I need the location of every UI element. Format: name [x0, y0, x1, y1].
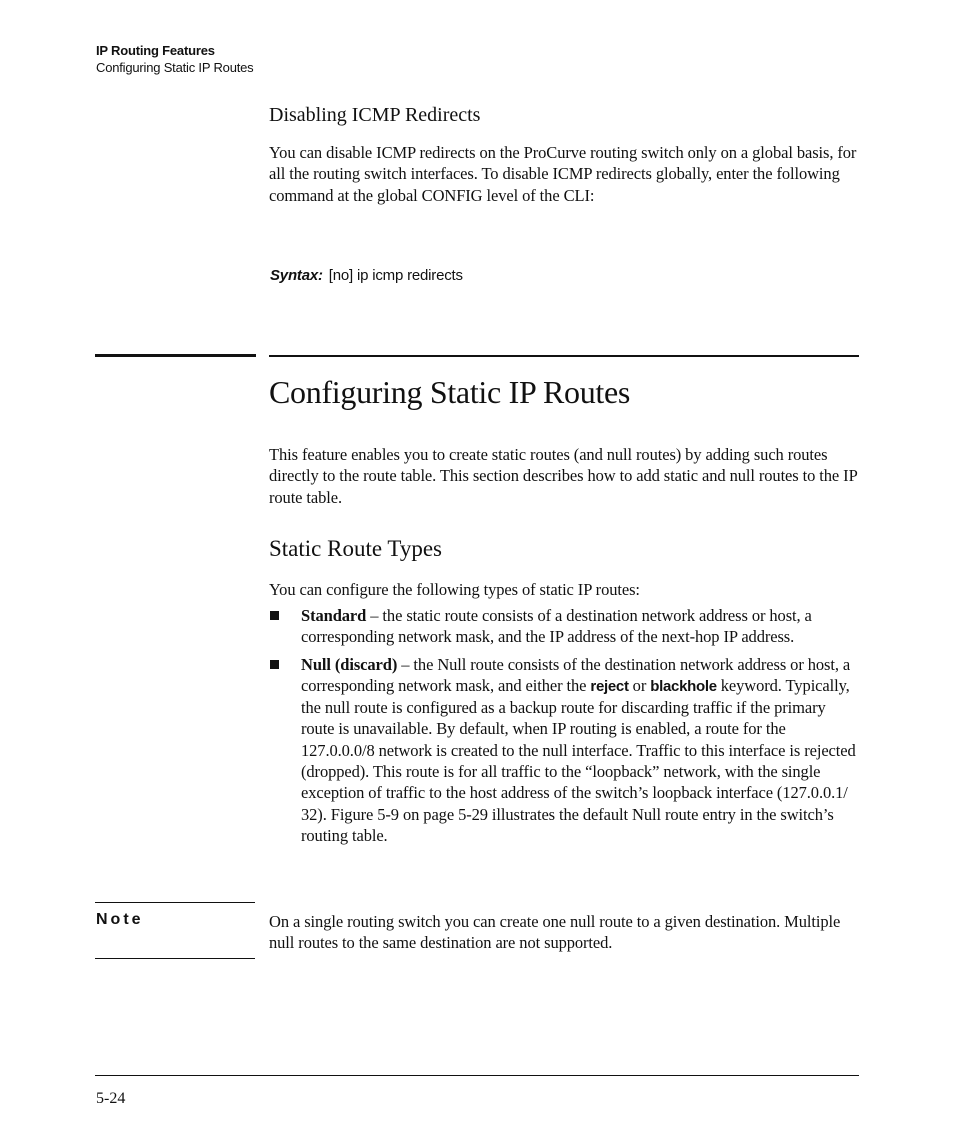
syntax-label: Syntax: — [270, 267, 323, 284]
bullet-square-icon — [270, 660, 279, 669]
section-rule-right — [269, 355, 859, 357]
section-intro: This feature enables you to create static routes (and null routes) by adding such routes directly to the route table. This section describes how to add static and null routes to the IP route table. — [269, 445, 858, 507]
page-number: 5-24 — [96, 1090, 126, 1107]
route-types-heading: Static Route Types — [269, 536, 443, 561]
note-rule-top — [95, 902, 255, 903]
icmp-heading: Disabling ICMP Redirects — [269, 104, 481, 126]
list-item-standard — [269, 605, 861, 648]
null-text-2: or — [628, 675, 651, 695]
list-item-null — [269, 654, 861, 847]
route-types-list — [269, 605, 861, 852]
syntax-command: [no] ip icmp redirects — [328, 267, 463, 284]
route-types-lead: You can configure the following types of static IP routes: — [269, 580, 640, 599]
icmp-paragraph: You can disable ICMP redirects on the ProCurve routing switch only on a global basis, for all the routing switch interfaces. To disable ICMP redirects globally, enter the following command at the global CONFIG level of the CLI: — [269, 143, 857, 205]
standard-text: – the static route consists of a destination network address or host, a corresponding network mask, and the IP address of the next-hop IP address. — [301, 606, 812, 647]
syntax-line — [270, 266, 463, 286]
running-header-chapter: IP Routing Features — [96, 43, 215, 58]
blackhole-keyword: blackhole — [650, 677, 717, 695]
section-rule-left — [95, 354, 256, 357]
reject-keyword: reject — [590, 677, 629, 695]
running-header — [96, 42, 253, 76]
null-text-1: – the Null route consists of the destination network address or host, a corresponding network mask, and either the — [301, 654, 851, 695]
standard-term: Standard — [301, 606, 367, 625]
note-label: Note — [96, 911, 144, 928]
note-text: On a single routing switch you can create one null route to a given destination. Multiple null routes to the same destination are not supported. — [269, 912, 841, 953]
null-term: Null (discard) — [301, 654, 398, 674]
running-header-section: Configuring Static IP Routes — [96, 60, 254, 75]
bullet-square-icon — [270, 611, 279, 620]
section-title: Configuring Static IP Routes — [269, 374, 631, 410]
note-rule-bottom — [95, 958, 255, 959]
footer-rule — [95, 1075, 859, 1076]
null-text-3: keyword. Typically, the null route is configured as a backup route for discarding traffic if the primary route is unavailable. By default, when IP routing is enabled, a route for the 127.0.0.0/8 network is created to the null interface. Traffic to this interface is rejected (dropped). This route is for all traffic to the “loopback” network, with the single exception of traffic to the host address of the switch’s loopback interface (127.0.0.1/ 32). Figure 5-9 on page 5-29 illustrates the default Null route entry in the switch’s routing table. — [301, 675, 856, 845]
